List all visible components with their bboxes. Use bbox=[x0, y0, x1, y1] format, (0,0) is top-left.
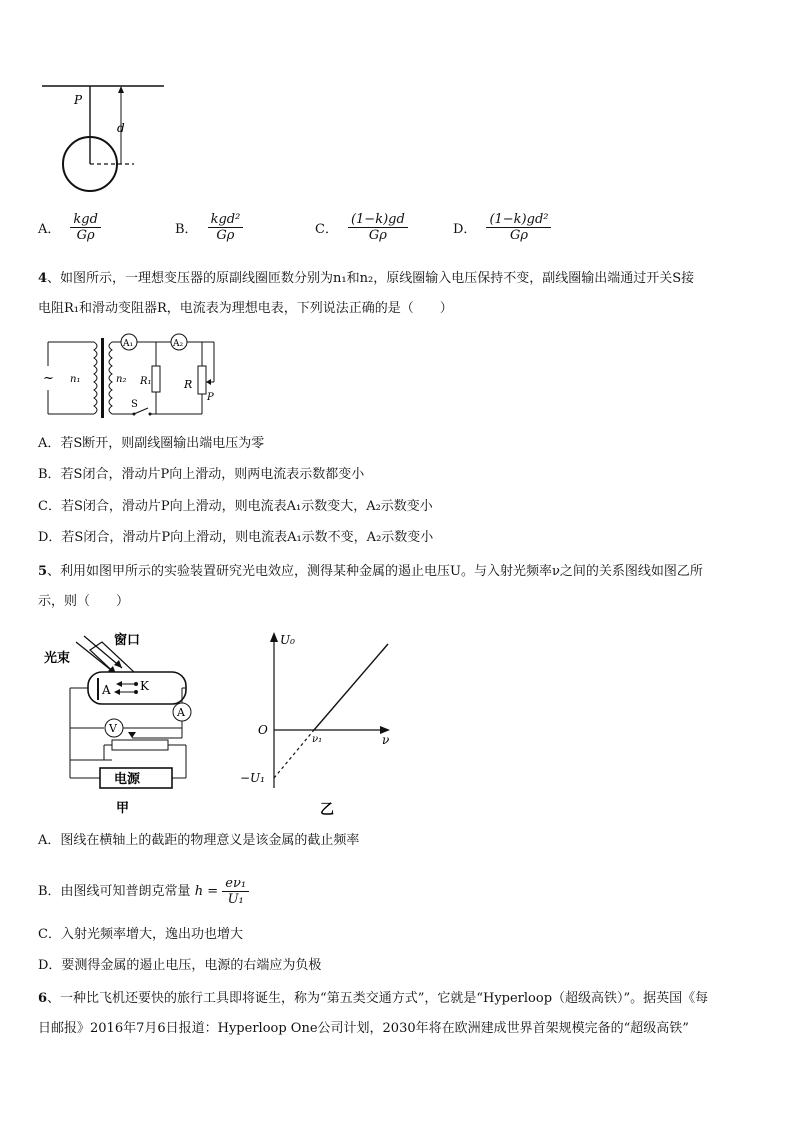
figure-jia-caption: 甲 bbox=[116, 801, 130, 816]
option-letter: D． bbox=[453, 222, 477, 237]
formula: $\frac{(1-k)gd}{G\rho}$ bbox=[348, 212, 408, 243]
stopping-voltage-graph bbox=[232, 628, 402, 820]
q5-option-d[interactable]: D．要测得金属的遏止电压，电源的右端应为负极 bbox=[38, 958, 322, 973]
origin-label: O bbox=[258, 723, 268, 737]
label-n1: n₁ bbox=[70, 374, 81, 385]
q5-option-b[interactable]: B．由图线可知普朗克常量 h = $\frac{\text{eν₁}}{\text{U₁}}$ bbox=[38, 876, 249, 907]
label-anode-a: A bbox=[102, 683, 111, 697]
q5-number: 5 bbox=[38, 564, 48, 579]
x-axis-label: ν bbox=[382, 733, 390, 747]
q4-option-b[interactable]: B．若S闭合，滑动片P向上滑动，则两电流表示数都变小 bbox=[38, 467, 365, 482]
y-axis-label: U₀ bbox=[280, 633, 295, 647]
label-r1: R₁ bbox=[140, 376, 152, 387]
power-supply-label: 电源 bbox=[114, 772, 141, 787]
neg-u1-label: −U₁ bbox=[240, 771, 265, 785]
figure-yi-caption: 乙 bbox=[320, 802, 334, 818]
q3-option-a[interactable] bbox=[38, 212, 101, 243]
transformer-circuit bbox=[36, 330, 226, 422]
ammeter-a1: A₁ bbox=[123, 339, 134, 349]
voltmeter-label: V bbox=[109, 722, 117, 735]
q4-number: 4 bbox=[38, 271, 48, 286]
label-cathode-k: K bbox=[140, 679, 149, 693]
graph-extension-dashed bbox=[274, 730, 314, 778]
formula: $\frac{\text{(1−k)gd²}}{G\rho}$ bbox=[486, 212, 551, 243]
formula: $\frac{\text{kgd}}{G\rho}$ bbox=[70, 212, 101, 243]
option-letter: C． bbox=[315, 222, 338, 237]
q4-option-c[interactable]: C．若S闭合，滑动片P向上滑动，则电流表A₁示数变大，A₂示数变小 bbox=[38, 499, 433, 514]
q3-option-c[interactable] bbox=[315, 212, 408, 243]
label-n2: n₂ bbox=[116, 374, 127, 385]
q6-stem-line1: 6、一种比飞机还要快的旅行工具即将诞生，称为“第五类交通方式”，它就是“Hyperloop（超级高铁）”。据英国《每 bbox=[38, 991, 709, 1006]
label-window: 窗口 bbox=[114, 633, 141, 648]
sphere-figure bbox=[36, 80, 176, 200]
q6-number: 6 bbox=[38, 991, 48, 1006]
label-r: R bbox=[184, 378, 193, 391]
label-light-beam: 光束 bbox=[44, 651, 71, 666]
label-d: d bbox=[117, 121, 125, 135]
label-slider-p: P bbox=[207, 392, 214, 403]
q4-option-d[interactable]: D．若S闭合，滑动片P向上滑动，则电流表A₁示数不变，A₂示数变小 bbox=[38, 530, 434, 545]
q6-stem-line2: 日邮报》2016年7月6日报道：Hyperloop One公司计划，2030年将在欧洲建成世界首架规模完备的“超级高铁” bbox=[38, 1021, 689, 1036]
option-letter: B． bbox=[175, 222, 198, 237]
ammeter-a2: A₂ bbox=[173, 339, 184, 349]
q3-option-b[interactable] bbox=[175, 212, 243, 243]
ammeter-label: A bbox=[177, 706, 185, 719]
q4-stem-line1: 4、如图所示，一理想变压器的原副线圈匝数分别为n₁和n₂，原线圈输入电压保持不变，副线圈输出端通过开关S接 bbox=[38, 271, 695, 286]
q4-stem-line2: 电阻R₁和滑动变阻器R，电流表为理想电表，下列说法正确的是（ ） bbox=[38, 301, 453, 316]
q5-option-c[interactable]: C．入射光频率增大，逸出功也增大 bbox=[38, 927, 243, 942]
q5-stem-line1: 5、利用如图甲所示的实验装置研究光电效应，测得某种金属的遏止电压U。与入射光频率ν之间的关系图线如图乙所 bbox=[38, 564, 703, 579]
graph-line bbox=[314, 644, 388, 730]
q3-option-d[interactable] bbox=[453, 212, 551, 243]
label-p: P bbox=[74, 93, 83, 107]
cutoff-frequency-label: ν₁ bbox=[312, 734, 323, 745]
option-letter: A． bbox=[38, 222, 61, 237]
planck-formula: h = $\frac{\text{eν₁}}{\text{U₁}}$ bbox=[195, 884, 249, 899]
q5-stem-line2: 示，则（ ） bbox=[38, 594, 130, 609]
q4-option-a[interactable]: A．若S断开，则副线圈输出端电压为零 bbox=[38, 436, 265, 451]
label-switch-s: S bbox=[131, 399, 138, 410]
q5-option-a[interactable]: A．图线在横轴上的截距的物理意义是该金属的截止频率 bbox=[38, 833, 360, 848]
photoelectric-apparatus-figure bbox=[40, 628, 210, 818]
ac-source-symbol: ~ bbox=[43, 371, 54, 386]
formula: $\frac{\text{kgd²}}{G\rho}$ bbox=[208, 212, 244, 243]
